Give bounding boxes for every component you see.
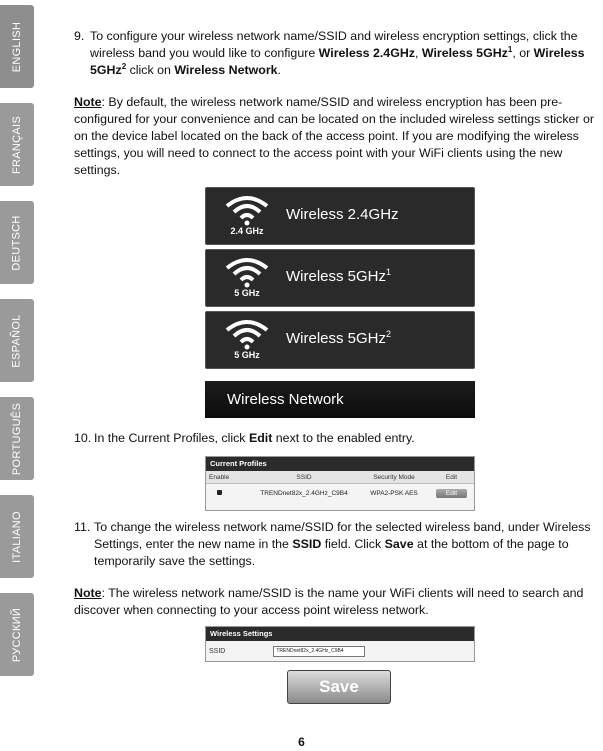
ssid-input[interactable]: TRENDnet82x_2.4GHz_C9B4 (273, 646, 365, 657)
lang-tab-label: PORTUGUÊS (11, 402, 23, 475)
lang-tab-espanol[interactable] (0, 299, 34, 382)
band-caption: 2.4 GHz (230, 226, 264, 236)
band-label-text: Wireless 2.4GHz (286, 206, 399, 223)
step-text: To change the wireless network name/SSID for the selected wireless band, under Wireless Settings, enter the new name in the (94, 520, 591, 551)
superscript: 1 (507, 44, 513, 54)
band-wireless-24ghz[interactable] (205, 187, 475, 245)
step-text: next to the enabled entry. (272, 431, 415, 445)
step-number: 10. (74, 431, 92, 445)
step-9-text (74, 28, 596, 79)
note-paragraph (74, 94, 596, 179)
profiles-header-row (206, 471, 474, 484)
ssid-cell: TRENDnet82x_2.4GHz_C9B4 (260, 490, 348, 497)
lang-tab-label: ITALIANO (11, 510, 23, 563)
band-caption: 5 GHz (234, 288, 260, 298)
security-cell: WPA2-PSK AES (370, 490, 418, 497)
lang-tab-label: DEUTSCH (11, 214, 23, 271)
note-text: : By default, the wireless network name/SSID and wireless encryption has been pre-configured for your convenience and can be located on the included wireless settings sticker or on the device label located on the back of the access point. If you are modifying the wireless settings, you will need to connect to the access point with your WiFi clients using the new settings. (74, 95, 595, 177)
band-label (286, 330, 391, 347)
page-number: 6 (298, 735, 305, 749)
profiles-title: Current Profiles (206, 457, 474, 471)
lang-tab-deutsch[interactable] (0, 201, 34, 284)
lang-tab-portugues[interactable] (0, 397, 34, 480)
step-10-text (74, 430, 415, 447)
lang-tab-label: ESPAÑOL (11, 313, 23, 368)
separator: , or (512, 46, 534, 60)
superscript: 2 (386, 329, 392, 339)
wireless-band-panel (205, 187, 475, 371)
ssid-row (206, 641, 474, 661)
lang-tab-russian[interactable] (0, 593, 34, 676)
column-header: Edit (445, 473, 458, 481)
column-header: SSID (296, 473, 312, 481)
wifi-icon (224, 318, 270, 350)
band-wireless-5ghz-1[interactable] (205, 249, 475, 307)
ssid-label: SSID (209, 647, 226, 655)
note-label: Note (74, 586, 102, 600)
column-header: Enable (209, 473, 230, 481)
step-text: at the bottom of the page to temporarily save the settings. (94, 537, 569, 568)
edit-cell (429, 489, 474, 498)
edit-ref: Edit (248, 431, 273, 445)
note-paragraph (74, 585, 596, 619)
save-ref: Save (384, 537, 414, 551)
band-name-text: Wireless 5GHz (421, 46, 508, 60)
step-number: 9. (74, 29, 85, 43)
column-header: Security Mode (373, 473, 415, 481)
edit-button[interactable]: Edit (436, 489, 467, 498)
step-text: To configure your wireless network name/SSID and wireless encryption settings, click the wireless band you would like to configure (90, 29, 578, 60)
band-label-text: Wireless 5GHz (286, 330, 387, 347)
note-text: : The wireless network name/SSID is the name your WiFi clients will need to search and discover when connecting to your access point wireless network. (74, 586, 584, 617)
band-label (286, 206, 399, 223)
lang-tab-francais[interactable] (0, 103, 34, 186)
wifi-icon (224, 194, 270, 226)
enable-checkbox[interactable] (217, 490, 222, 495)
band-name (422, 46, 512, 60)
superscript: 2 (121, 61, 127, 71)
wifi-icon (224, 256, 270, 288)
save-button[interactable]: Save (287, 670, 391, 704)
lang-tab-label: ENGLISH (11, 21, 23, 72)
separator: , (414, 46, 422, 60)
superscript: 1 (386, 267, 392, 277)
step-9 (74, 28, 596, 79)
ssid-ref: SSID (292, 537, 322, 551)
note-label: Note (74, 95, 102, 109)
band-label (286, 268, 391, 285)
band-caption: 5 GHz (234, 350, 260, 360)
enable-cell (206, 490, 249, 497)
step-11 (74, 519, 596, 570)
band-name-text: Wireless 5GHz (90, 46, 585, 77)
table-row (206, 484, 474, 503)
step-number: 11. (74, 520, 91, 534)
wireless-settings-title: Wireless Settings (206, 627, 474, 641)
step-text: click on (126, 63, 175, 77)
wireless-network-ref: Wireless Network (174, 63, 278, 77)
step-text: . (277, 63, 281, 77)
step-10 (74, 430, 415, 447)
step-text: field. Click (321, 537, 385, 551)
band-name: Wireless 2.4GHz (318, 46, 415, 60)
step-text: In the Current Profiles, click (94, 431, 249, 445)
lang-tab-italiano[interactable] (0, 495, 34, 578)
lang-tab-label: РУССКИЙ (11, 607, 24, 662)
step-11-text (74, 519, 596, 570)
wireless-settings-panel (205, 626, 475, 662)
band-wireless-5ghz-2[interactable] (205, 311, 475, 369)
band-label-text: Wireless 5GHz (286, 268, 387, 285)
wireless-network-button[interactable]: Wireless Network (205, 381, 475, 418)
lang-tab-english[interactable] (0, 5, 34, 88)
current-profiles-table (205, 456, 475, 511)
lang-tab-label: FRANÇAIS (11, 115, 23, 174)
